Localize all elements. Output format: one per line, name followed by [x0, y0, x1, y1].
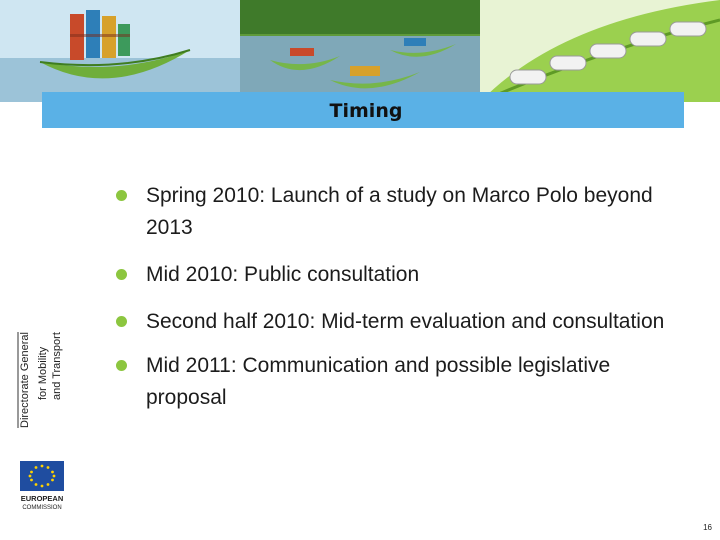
banner-illustration: [0, 0, 720, 102]
bullet-text: Spring 2010: Launch of a study on Marco Polo beyond 2013: [146, 184, 653, 239]
bullet-text: Mid 2011: Communication and possible legislative proposal: [146, 354, 611, 409]
list-item: [116, 350, 676, 414]
bullet-text: Mid 2010: Public consultation: [146, 263, 420, 286]
list-item: [116, 306, 676, 338]
bullet-text: Second half 2010: Mid-term evaluation and consultation: [146, 310, 665, 333]
bullet-dot-icon: [116, 316, 127, 327]
bullet-list: [116, 180, 676, 414]
directorate-general-logo: [12, 330, 76, 430]
list-item: [116, 180, 676, 244]
dg-line2: for Mobility: [37, 346, 49, 400]
dg-line1: Directorate General: [19, 332, 31, 428]
list-item: [116, 259, 676, 291]
bullet-dot-icon: [116, 190, 127, 201]
eu-line2: COMMISSION: [22, 505, 62, 511]
bullet-dot-icon: [116, 360, 127, 371]
bullet-dot-icon: [116, 269, 127, 280]
page-number: 16: [703, 523, 712, 532]
eu-line1: EUROPEAN: [20, 494, 64, 503]
header-photo-banner: [0, 0, 720, 102]
dg-line3: and Transport: [51, 332, 63, 400]
slide-title: Timing: [329, 100, 403, 122]
european-commission-logo: [14, 459, 70, 511]
title-bar: [42, 92, 684, 128]
